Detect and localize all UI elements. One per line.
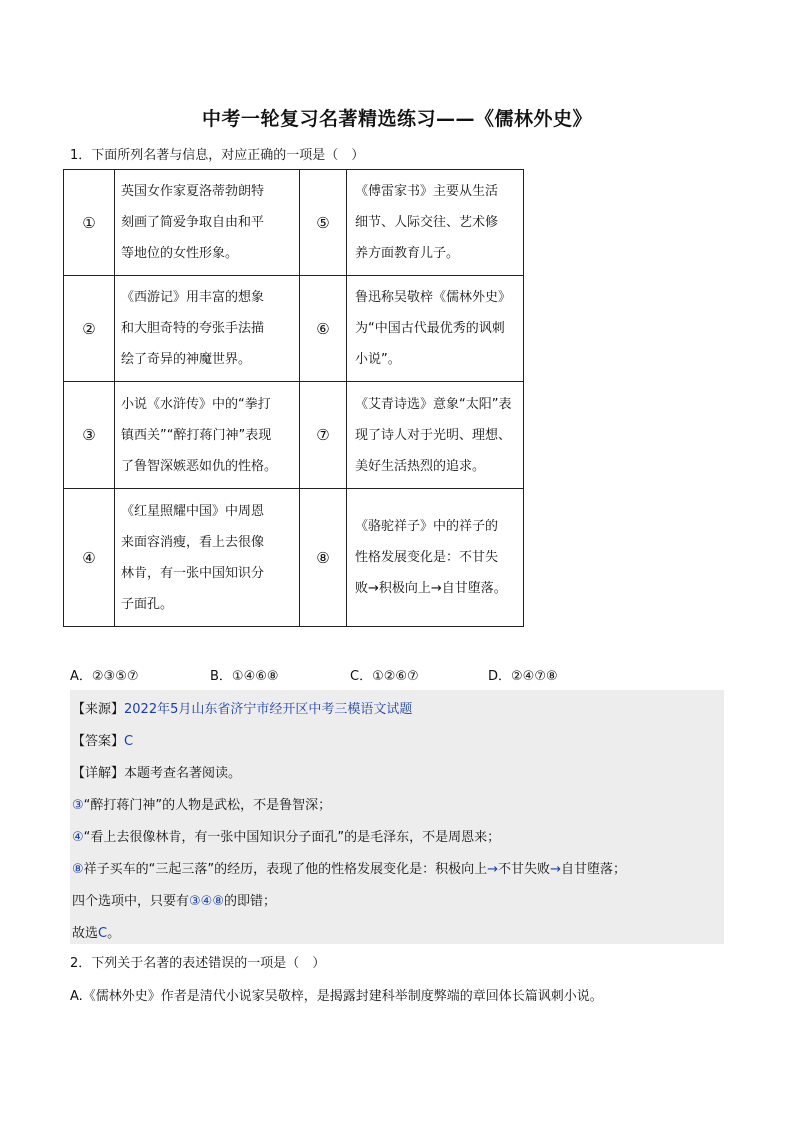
item-text — [347, 382, 524, 489]
table-row — [64, 170, 524, 276]
text-line: 《艾青诗选》意象“太阳”表 — [355, 396, 512, 412]
item-text — [115, 170, 300, 276]
text-line: 《傅雷家书》主要从生活 — [355, 184, 499, 199]
question-1-choices — [70, 665, 558, 684]
summary-text: 的即错； — [223, 894, 276, 909]
text-line: 了鲁智深嫉恶如仇的性格。 — [121, 458, 278, 474]
choice-label: A． — [70, 669, 92, 684]
text-line: 现了诗人对于光明、理想、 — [355, 427, 512, 443]
text-line: 和大胆奇特的夸张手法描 — [121, 321, 265, 336]
item-text — [115, 276, 300, 382]
source-tag: 【来源】 — [72, 702, 125, 717]
detail-item-text: 不甘失败 — [498, 862, 551, 877]
item-number: ② — [64, 276, 115, 382]
detail-text: 本题考查名著阅读。 — [124, 766, 242, 781]
summary-text: 四个选项中，只要有 — [72, 894, 190, 909]
text-line: 性格发展变化是：不甘失 — [355, 550, 499, 565]
choice-value: ②④⑦⑧ — [511, 669, 558, 684]
text-line: 来面容消瘦，看上去很像 — [121, 534, 265, 550]
final-letter: C — [98, 926, 108, 941]
source-line — [72, 698, 412, 717]
question-2-option-a[interactable]: A.《儒林外史》作者是清代小说家吴敬梓，是揭露封建科举制度弊端的章回体长篇讽刺小说。 — [70, 989, 603, 1004]
choice-value: ①④⑥⑧ — [231, 669, 279, 684]
question-2-stem: 2．下列关于名著的表述错误的一项是（ ） — [70, 956, 326, 971]
question-1-table — [63, 169, 524, 627]
item-number: ⑥ — [300, 276, 347, 382]
text-line: 绘了奇异的神魔世界。 — [121, 352, 252, 367]
item-number: ⑧ — [72, 862, 84, 877]
choice-d[interactable] — [488, 665, 558, 684]
table-row — [64, 276, 524, 382]
text-line: 《西游记》用丰富的想象 — [121, 290, 265, 305]
detail-item-text: “醉打蒋门神”的人物是武松，不是鲁智深； — [83, 798, 332, 813]
detail-line — [72, 762, 241, 781]
arrow-icon: → — [487, 862, 499, 877]
choice-value: ①②⑥⑦ — [372, 669, 419, 684]
summary-line — [72, 890, 276, 909]
detail-item-text: “看上去很像林肯，有一张中国知识分子面孔”的是毛泽东，不是周恩来； — [83, 830, 501, 845]
item-number: ④ — [64, 489, 115, 627]
text-line: 英国女作家夏洛蒂勃朗特 — [121, 184, 265, 199]
answer-analysis-box — [70, 690, 724, 944]
source-text: 2022年5月山东省济宁市经开区中考三模语文试题 — [124, 702, 413, 717]
item-text — [347, 170, 524, 276]
page-title: 中考一轮复习名著精选练习——《儒林外史》 — [201, 108, 592, 130]
text-line: 刻画了简爱争取自由和平 — [121, 215, 265, 230]
detail-item-8 — [72, 858, 626, 877]
detail-item-text: 自甘堕落； — [560, 862, 626, 877]
text-line: 林肯，有一张中国知识分 — [121, 565, 265, 581]
final-answer-line — [72, 922, 120, 941]
table-row — [64, 489, 524, 627]
detail-item-4 — [72, 826, 500, 845]
text-line: 为“中国古代最优秀的讽刺 — [355, 321, 505, 336]
text-line: 《骆驼祥子》中的祥子的 — [355, 519, 499, 534]
answer-text: C — [124, 734, 134, 749]
table-row — [64, 382, 524, 489]
answer-tag: 【答案】 — [72, 734, 125, 749]
choice-b[interactable] — [210, 665, 350, 684]
item-number: ⑦ — [300, 382, 347, 489]
choice-value: ②③⑤⑦ — [91, 669, 139, 684]
text-line: 等地位的女性形象。 — [121, 246, 239, 261]
text-line: 养方面教育儿子。 — [355, 246, 460, 261]
item-number: ⑤ — [300, 170, 347, 276]
final-text: 。 — [107, 926, 121, 941]
item-numbers: ③④⑧ — [189, 894, 224, 909]
text-line: 《红星照耀中国》中周恩 — [121, 503, 265, 519]
answer-line — [72, 730, 133, 749]
text-line: 小说《水浒传》中的“拳打 — [121, 396, 271, 412]
item-number: ④ — [72, 830, 84, 845]
text-line: 美好生活热烈的追求。 — [355, 458, 486, 474]
text-line: 镇西关”“醉打蒋门神”表现 — [121, 427, 272, 443]
choice-label: C． — [350, 669, 373, 684]
arrow-icon: → — [550, 862, 561, 877]
text-line: 败→积极向上→自甘堕落。 — [355, 581, 507, 596]
item-number: ⑧ — [300, 489, 347, 627]
choice-a[interactable] — [70, 665, 210, 684]
item-text — [115, 489, 300, 627]
text-line: 鲁迅称吴敬梓《儒林外史》 — [355, 290, 512, 305]
text-line: 子面孔。 — [121, 596, 174, 612]
question-1-stem: 1．下面所列名著与信息，对应正确的一项是（ ） — [70, 148, 365, 163]
item-text — [347, 276, 524, 382]
detail-tag: 【详解】 — [72, 766, 125, 781]
item-number: ① — [64, 170, 115, 276]
detail-item-3 — [72, 794, 331, 813]
final-text: 故选 — [72, 926, 99, 941]
item-text — [115, 382, 300, 489]
choice-label: D． — [488, 669, 512, 684]
detail-item-text: 祥子买车的“三起三落”的经历，表现了他的性格发展变化是：积极向上 — [83, 862, 488, 877]
text-line: 细节、人际交往、艺术修 — [355, 215, 499, 230]
item-text — [347, 489, 524, 627]
choice-c[interactable] — [350, 665, 488, 684]
choice-label: B． — [210, 669, 232, 684]
item-number: ③ — [72, 798, 84, 813]
item-number: ③ — [64, 382, 115, 489]
text-line: 小说”。 — [355, 352, 401, 367]
